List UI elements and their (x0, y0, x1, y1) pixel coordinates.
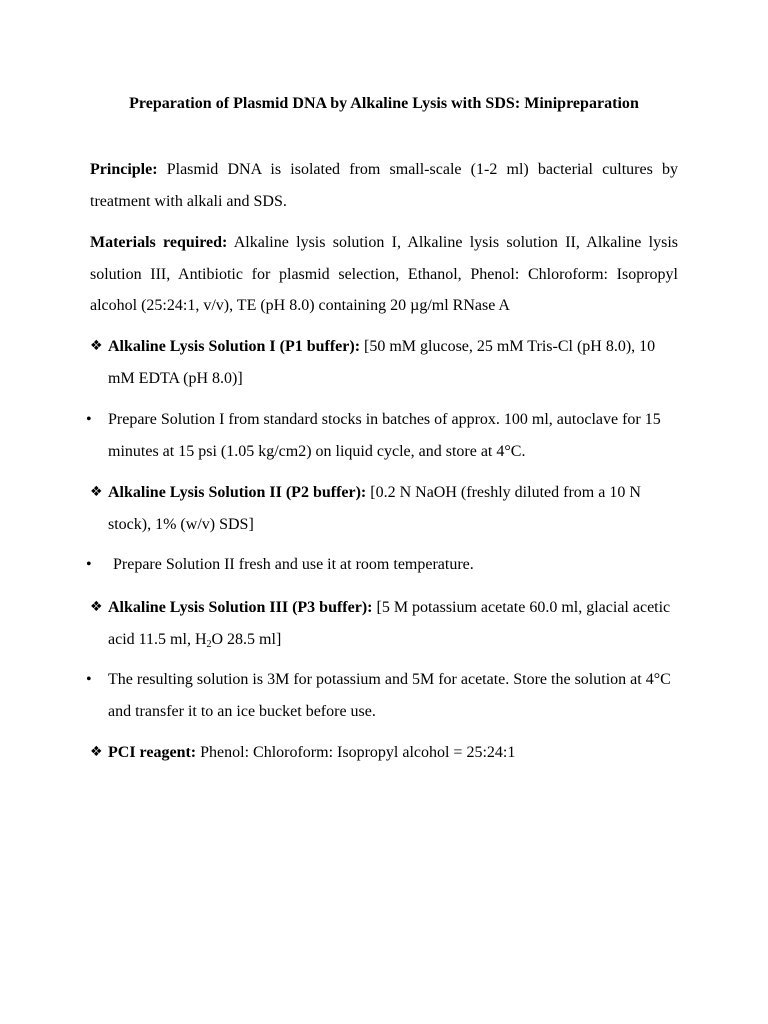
solution-3-subscript: 2 (206, 638, 212, 650)
pci-reagent-text: Phenol: Chloroform: Isopropyl alcohol = 25:24:1 (196, 744, 516, 761)
pci-reagent-body (108, 737, 680, 769)
materials-paragraph (90, 227, 678, 322)
diamond-bullet-icon: ❖ (90, 599, 103, 615)
solution-1-note-item (86, 404, 680, 467)
solution-2-item (90, 477, 680, 540)
solution-2-note-item (86, 549, 680, 581)
materials-label: Materials required: (90, 234, 228, 251)
solution-3-label: Alkaline Lysis Solution III (P3 buffer): (108, 599, 373, 616)
solution-1-text: [50 mM glucose, 25 mM Tris-Cl (pH 8.0), 10 mM EDTA (pH 8.0)] (108, 338, 656, 387)
pci-reagent-label: PCI reagent: (108, 744, 197, 761)
solution-2-note: Prepare Solution II fresh and use it at room temperature. (113, 556, 474, 573)
pci-reagent-item (90, 737, 680, 769)
principle-paragraph (90, 154, 678, 217)
solution-3-note-item (86, 664, 680, 727)
materials-text: Alkaline lysis solution I, Alkaline lysis solution II, Alkaline lysis solution III, Antibiotic for plasmid selection, Ethanol, Phenol: Chloroform: Isopropyl alcohol (25:24:1, v/v), TE (pH 8.0) containing 20 µg/ml RNase A (90, 234, 679, 314)
dot-bullet-icon: • (86, 411, 92, 428)
principle-text: Plasmid DNA is isolated from small-scale (1-2 ml) bacterial cultures by treatment with alkali and SDS. (90, 161, 678, 210)
solution-1-item (90, 331, 680, 394)
dot-bullet-icon: • (86, 556, 92, 573)
solution-3-note: The resulting solution is 3M for potassium and 5M for acetate. Store the solution at 4°C and transfer it to an ice bucket before use. (108, 671, 671, 720)
diamond-bullet-icon: ❖ (90, 744, 103, 760)
solution-1-note: Prepare Solution I from standard stocks in batches of approx. 100 ml, autoclave for 15 minutes at 15 psi (1.05 kg/cm2) on liquid cycle, and store at 4°C. (108, 411, 661, 460)
solution-3-item (90, 592, 680, 655)
solution-2-body (108, 477, 680, 540)
solution-3-text: [5 M potassium acetate 60.0 ml, glacial acetic acid 11.5 ml, H (108, 599, 671, 648)
solution-1-body (108, 331, 680, 394)
document-title: Preparation of Plasmid DNA by Alkaline Lysis with SDS: Minipreparation (129, 95, 639, 112)
solution-3-body (108, 592, 680, 655)
principle-label: Principle: (90, 161, 158, 178)
dot-bullet-icon: • (86, 671, 92, 688)
diamond-bullet-icon: ❖ (90, 484, 103, 500)
solution-2-text: [0.2 N NaOH (freshly diluted from a 10 N stock), 1% (w/v) SDS] (108, 484, 641, 533)
solution-2-label: Alkaline Lysis Solution II (P2 buffer): (108, 484, 367, 501)
diamond-bullet-icon: ❖ (90, 338, 103, 354)
solution-3-text-end: O 28.5 ml] (211, 630, 282, 648)
solution-1-label: Alkaline Lysis Solution I (P1 buffer): (108, 338, 361, 355)
